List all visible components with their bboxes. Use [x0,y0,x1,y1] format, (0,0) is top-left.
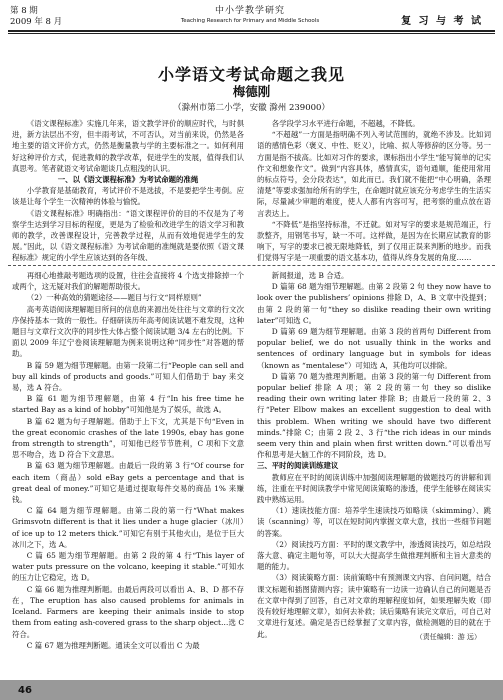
bottom-left-column [12,270,244,672]
journal-header [0,0,503,34]
section-heading: 三、平时的阅读训练建议 [257,461,339,471]
paragraph: （3）阅读策略方面：读前策略中有预测课文内容、自问问题，结合课文标题和插图猜测内容；读中策略有一边读一边确认自己的问题是否在文章中得到了回答，自己对文章的理解程度如何，如果理解失败（即没有较好地理解文章），如何去补救；读后策略有读完文章后，可自己对文章进行复述。确定是否已经掌握了文章内容，做检测题的目的就在于此。 [257,573,491,639]
journal-name [150,6,350,25]
paragraph: C 篇 67 题为推理判断题。通读全文可以看出 C 为最 [26,640,200,650]
issue-info [10,6,62,28]
paragraph: B 篇 63 题为细节理解题。由最后一段的第 3 行“Of course for each item（商品）sold eBay gets a percentage and that is great deal of money.”可知它是通过提取每件交易的商品 1% 来赚钱。 [12,461,244,505]
paragraph: （2）一种高效的猜题途径——题目与行文“同样原则” [26,293,202,303]
journal-name-en: Teaching Research for Primary and Middle Schools [180,18,320,24]
paragraph: B 篇 59 题为细节理解题。由第一段第二行“People can sell and buy all kinds of products and goods.”可知人们借助于 bay 来交易，选 A 符合。 [12,360,244,393]
article-author: 梅德刚 [232,84,271,99]
paragraph: 《语文课程标准》明确指出：“语文课程评价的目的不仅是为了考察学生达到学习目标的程度，更是为了检验和改进学生的语文学习和教师的教学，改善课程设计，完善教学过程，从而有效地促进学生的发展。”因此，以《语文课程标准》为考试命题的准绳就是要依照《语文课程标准》规定的小学生应该达到的各年级、 [12,208,244,263]
journal-name-cn: 中小学教学研究 [214,6,285,16]
paragraph: D 篇第 68 题为细节理解题。由第 2 段第 2 句 they now have to look over the publishers’ opinions 排除 D，A、B 文章中没提到；由第 2 段的第一句“they so dislike reading their own writing later”可知选 C。 [257,282,491,325]
article-title: 小学语文考试命题之我见 [157,65,345,84]
author-affiliation: （滁州市第二小学，安徽 滁州 239000） [173,103,330,113]
paragraph: “不降低”是指坚持标准，不迁就。如对写字的要求是规范端正，行款整齐，用钢笔书写，缺一不可。这样做，是因为在长期应试教育的影响下，写字的要求已被无限地降低，到了仅用正误来判断的地步。而我们觉得写字是一项重要的语文基本功，值得从终身发展的角度…… [257,219,491,263]
paragraph: 新闻报道，选 B 合适。 [271,271,349,280]
paragraph: “不超越”一方面是指明确不列入考试范围的，就绝不涉及。比如词语的感情色彩（褒义、中性、贬义），比喻、拟人等修辞的区分等。另一方面是指不拔高。比如对习作的要求，课标指出小学生“能写简单的记实作文和想象作文”。做到“内容具体，感情真实，语句通顺，能使用常用的标点符号，会分段表达”，如此而已。我们就不能把“中心明确，条理清楚”等要求强加给所有的学生，在命题时就应该充分考虑学生的生活实际，尽量减少审题的难度，使人人都有内容可写，把考察的重点放在语言表达上。 [257,130,491,218]
section-heading: 一、以《语文课程标准》为考试命题的准绳 [57,175,199,185]
top-right-column [257,118,491,262]
paragraph: 各学段学习水平进行命题，不超越，不降低。 [271,119,420,128]
issue-date: 2009 年 8 月 [10,17,63,27]
paragraph: 教师应在平时的阅读训练中加强阅读理解题的做题技巧的讲解和训练，注重在平时阅读教学中常见阅读策略的渗透，使学生能够在阅读实践中熟练运用。 [257,472,491,505]
paragraph: 《语文课程标准》实施几年来，语文教学评价的顺应时代，与时俱进，新方法层出不穷，但丰雨考试，不可否认，对当前来说，仍然是各地主要的语文评价方式，仍然是衡量教与学的主要标准之一。如何利用好这种评价方式，促进教师的教学改革，促进学生的发展，值得我们认真思考。笔者就语文考试命题谈几点粗浅的认识。 [12,119,244,173]
article-separator [8,265,495,266]
paragraph: （1）速读技能方面：培养学生速读技巧如略读（skimming）、跳读（scanning）等，可以在短时间内掌握文章大意，找出一些细节问题的答案。 [257,506,491,538]
paragraph: C 篇 66 题为推理判断题。由最后两段可以看出 A、B、D 都不存在，The eruption has also caused problems for animals in Iceland. Farmers are keeping their animals inside to stop them from eating ash-covered grass to the sharp object…选 C 符合。 [12,584,244,639]
paragraph: （2）阅读技巧方面：平时的课文教学中，渗透阅读技巧，如总结段落大意、确定主题句等，可以大大提高学生做推理判断和主旨大意类的题的能力。 [257,539,491,572]
page-footer [0,680,503,700]
issue-number: 第 8 期 [10,6,38,16]
paragraph: B 篇 62 题为句子理解题。借助于上下文，尤其是下句“Even in the great economic crashes of the late 1990s, ebay has gone from strength to strength”，可知他已经节节胜利，C 项和下文意思不吻合，选 D 符合下文意思。 [12,416,244,460]
page-number: 46 [18,685,32,696]
paragraph: 小学教育是基础教育，考试评价不是选拔，不是要把学生考倒。应该是让每个学生一次精神的体验与愉悦。 [12,186,244,207]
paragraph: B 篇 61 题为细节理解题，由第 4 行“In his free time he started Bay as a kind of hobby”可知他是为了娱乐，故选 A。 [12,394,244,415]
paragraph: C 篇 65 题为细节理解题。由第 2 段的第 4 行“This layer of water puts pressure on the volcano, keeping it stable.”可知水的压力让它稳定，选 D。 [12,551,244,583]
paragraph: D 篇第 70 题为推理判断题。由第 3 段的第一句 Different from popular belief 排除 A 项；第 2 段的第一句 they so dislike reading their own writing later 排除 B；由最后一段的第 2、3 行“Peter Elbow makes an excellent suggestion to deal with this problem. When writing we should have two different minds.”排除 C；由第 2 段 2、3 行“the rich ideas in our minds seem very thin and plain when first written down.”可以看出写作和思考是大脑工作的不同阶段，选 D。 [257,371,491,460]
header-rule [8,30,495,32]
header-rule-thin [8,33,495,34]
paragraph: D 篇第 69 题为细节理解题。由第 3 段的首两句 Different from popular belief, we do not usually think in the works and sentences of ordinary language but in symbols for ideas（known as “mentalese”）可知选 A，其他均可以排除。 [257,327,491,370]
editor-signature: （责任编辑：游 远） [415,633,481,641]
paragraph: C 篇 64 题为细节理解题。由第二段的第一行“What makes Grimsvotn different is that it lies under a huge glacier（冰川）of ice up to 12 meters thick.”可知它有别于其他火山，是位于巨大冰川之下，选 A。 [12,506,244,549]
paragraph: 再细心地推敲考题选项的设置，往往会直接将 4 个选支排除掉一个或两个，这无疑对我们的解题帮助很大。 [12,271,244,292]
paragraph: 高考英语阅读理解题目所问的信息的来源出处往往与文章的行文次序保持基本一致的一般性。仔细研读历年高考阅读试题不难发现，这种题目与文章行文次序的同步性大体占整个阅读试题 3/4 左右的比例。下面以 2009 年辽宁卷阅读理解题为例来说明这种“同步性”对答题的帮助。 [12,304,244,359]
top-left-column [12,118,244,262]
column-name: 复 习 与 考 试 [401,16,483,27]
